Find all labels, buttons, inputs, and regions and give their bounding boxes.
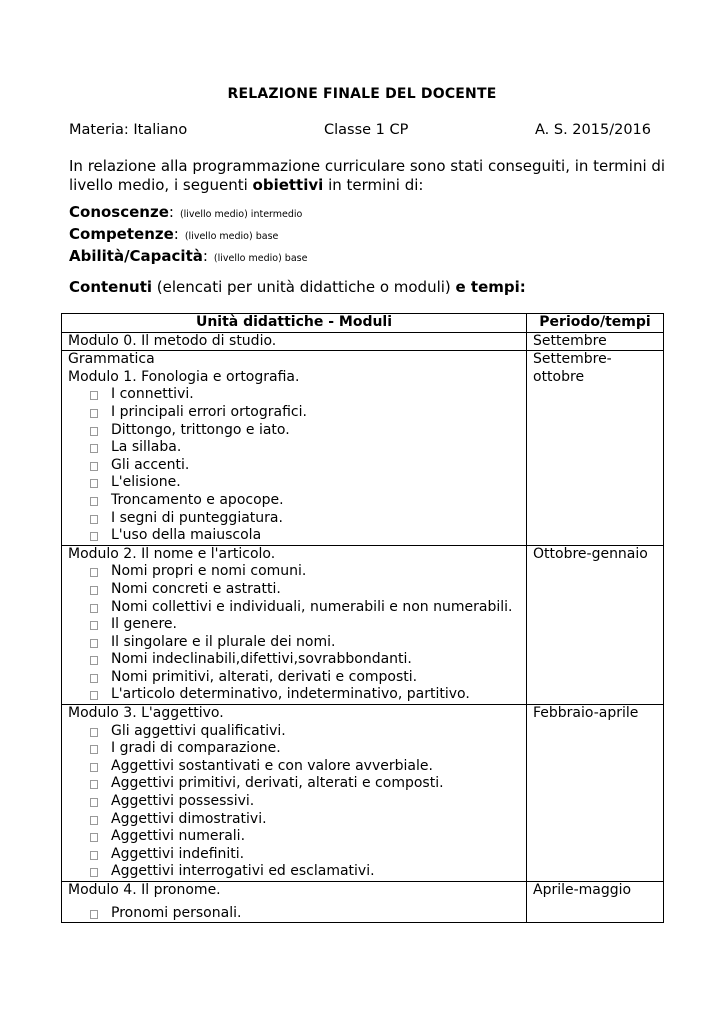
table-header-row (62, 314, 664, 333)
module-title: Grammatica (68, 351, 155, 368)
period-cell (527, 882, 664, 923)
bullet-box-icon (90, 532, 98, 541)
list-item (90, 422, 520, 440)
topic-list (68, 563, 520, 704)
table-body (62, 332, 664, 923)
topic-list (68, 386, 520, 544)
list-item-text: I principali errori ortografici. (111, 403, 307, 420)
table-row (62, 705, 664, 882)
list-item-text: Pronomi personali. (111, 904, 242, 921)
list-item (90, 404, 520, 422)
level-detail: (livello medio) base (184, 231, 279, 242)
bullet-box-icon (90, 604, 98, 613)
list-item-text: Il genere. (111, 616, 177, 633)
list-item-text: L'uso della maiuscola (111, 527, 262, 544)
list-item (90, 457, 520, 475)
table-row (62, 882, 664, 923)
level-label: Abilità/Capacità (69, 247, 203, 265)
intro-paragraph (69, 157, 669, 195)
list-item (90, 669, 520, 687)
document-title: RELAZIONE FINALE DEL DOCENTE (227, 86, 497, 102)
bullet-box-icon (90, 674, 98, 683)
column-header-modules: Unità didattiche - Moduli (62, 314, 527, 333)
list-item (90, 811, 520, 829)
list-item (90, 846, 520, 864)
bullet-box-icon (90, 868, 98, 877)
list-item-text: Nomi indeclinabili,difettivi,sovrabbondanti. (111, 651, 412, 668)
bullet-box-icon (90, 780, 98, 789)
bullet-box-icon (90, 656, 98, 665)
school-year-info: A. S. 2015/2016 (535, 122, 651, 138)
bullet-box-icon (90, 851, 98, 860)
list-item (90, 723, 520, 741)
list-item (90, 651, 520, 669)
list-item-text: Nomi primitivi, alterati, derivati e composti. (111, 668, 418, 685)
list-item (90, 527, 520, 545)
period-text: Ottobre-gennaio (533, 545, 648, 562)
contents-heading (69, 278, 526, 296)
list-item (90, 758, 520, 776)
contents-text: (elencati per unità didattiche o moduli) (152, 278, 456, 296)
level-line: Conoscenze: (livello medio) intermedio (69, 203, 303, 221)
bullet-box-icon (90, 497, 98, 506)
list-item (90, 863, 520, 881)
list-item (90, 474, 520, 492)
module-title: Modulo 2. Il nome e l'articolo. (68, 545, 276, 562)
list-item-text: Dittongo, trittongo e iato. (111, 421, 290, 438)
module-title: Modulo 1. Fonologia e ortografia. (68, 368, 300, 385)
bullet-box-icon (90, 462, 98, 471)
list-item-text: Gli aggettivi qualificativi. (111, 722, 286, 739)
module-title: Modulo 4. Il pronome. (68, 882, 221, 898)
list-item-text: Gli accenti. (111, 456, 190, 473)
list-item (90, 581, 520, 599)
list-item (90, 793, 520, 811)
period-cell (527, 705, 664, 882)
list-item-text: I segni di punteggiatura. (111, 509, 283, 526)
period-text: Aprile-maggio (533, 882, 632, 898)
bullet-box-icon (90, 586, 98, 595)
list-item-text: La sillaba. (111, 439, 182, 456)
period-cell (527, 545, 664, 704)
table-row (62, 332, 664, 351)
list-item-text: I connettivi. (111, 386, 194, 403)
level-label: Competenze (69, 225, 174, 243)
module-cell (62, 882, 527, 923)
contents-bold-end: e tempi: (455, 278, 526, 296)
bullet-box-icon (90, 728, 98, 737)
list-item (90, 492, 520, 510)
list-item-text: L'articolo determinativo, indeterminativo, partitivo. (111, 686, 470, 703)
bullet-box-icon (90, 691, 98, 700)
level-detail: (livello medio) base (213, 253, 308, 264)
list-item-text: Troncamento e apocope. (111, 491, 284, 508)
bullet-box-icon (90, 409, 98, 418)
bullet-box-icon (90, 798, 98, 807)
table-row (62, 351, 664, 546)
bullet-box-icon (90, 479, 98, 488)
module-title: Modulo 0. Il metodo di studio. (68, 332, 277, 349)
bullet-box-icon (90, 910, 98, 919)
list-item-text: Aggettivi sostantivati e con valore avverbiale. (111, 757, 433, 774)
list-item (90, 599, 520, 617)
period-text: Settembre- (533, 351, 612, 368)
table-row (62, 545, 664, 704)
bullet-box-icon (90, 745, 98, 754)
list-item-text: Nomi collettivi e individuali, numerabili e non numerabili. (111, 598, 513, 615)
list-item-text: Aggettivi indefiniti. (111, 845, 245, 862)
topic-list (68, 905, 520, 923)
list-item (90, 775, 520, 793)
bullet-box-icon (90, 568, 98, 577)
module-cell (62, 332, 527, 351)
list-item (90, 386, 520, 404)
level-line: Abilità/Capacità: (livello medio) base (69, 247, 308, 265)
list-item (90, 686, 520, 704)
bullet-box-icon (90, 515, 98, 524)
period-cell (527, 351, 664, 546)
list-item-text: Nomi concreti e astratti. (111, 580, 281, 597)
subject-info: Materia: Italiano (69, 122, 188, 138)
bullet-box-icon (90, 639, 98, 648)
list-item-text: Aggettivi possessivi. (111, 793, 255, 810)
module-title: Modulo 3. L'aggettivo. (68, 705, 224, 722)
contents-bold: Contenuti (69, 278, 153, 296)
module-cell (62, 545, 527, 704)
list-item-text: I gradi di comparazione. (111, 740, 281, 757)
list-item-text: Aggettivi interrogativi ed esclamativi. (111, 863, 375, 880)
topic-list (68, 723, 520, 881)
level-line: Competenze: (livello medio) base (69, 225, 279, 243)
period-cell (527, 332, 664, 351)
list-item (90, 439, 520, 457)
list-item (90, 905, 520, 923)
list-item-text: L'elisione. (111, 474, 181, 491)
bullet-box-icon (90, 833, 98, 842)
list-item-text: Nomi propri e nomi comuni. (111, 563, 307, 580)
intro-bold: obiettivi (252, 176, 324, 194)
modules-table (61, 313, 664, 923)
period-text: Febbraio-aprile (533, 705, 639, 722)
intro-text-end: in termini di: (323, 176, 424, 194)
class-info: Classe 1 CP (324, 122, 409, 138)
levels-block (69, 202, 669, 268)
list-item-text: Aggettivi numerali. (111, 828, 246, 845)
bullet-box-icon (90, 816, 98, 825)
list-item-text: Il singolare e il plurale dei nomi. (111, 633, 336, 650)
bullet-box-icon (90, 427, 98, 436)
module-cell (62, 351, 527, 546)
list-item (90, 510, 520, 528)
list-item (90, 563, 520, 581)
bullet-box-icon (90, 763, 98, 772)
list-item (90, 740, 520, 758)
period-text: ottobre (533, 368, 585, 385)
bullet-box-icon (90, 444, 98, 453)
level-detail: (livello medio) intermedio (179, 209, 303, 220)
bullet-box-icon (90, 391, 98, 400)
column-header-period: Periodo/tempi (527, 314, 664, 333)
list-item (90, 634, 520, 652)
intro-text: In relazione alla programmazione curriculare sono stati conseguiti, in termini di livello medio, i seguenti (69, 157, 666, 194)
list-item-text: Aggettivi dimostrativi. (111, 810, 267, 827)
bullet-box-icon (90, 621, 98, 630)
list-item-text: Aggettivi primitivi, derivati, alterati e composti. (111, 775, 444, 792)
module-cell (62, 705, 527, 882)
list-item (90, 828, 520, 846)
list-item (90, 616, 520, 634)
level-label: Conoscenze (69, 203, 169, 221)
period-text: Settembre (533, 332, 607, 349)
